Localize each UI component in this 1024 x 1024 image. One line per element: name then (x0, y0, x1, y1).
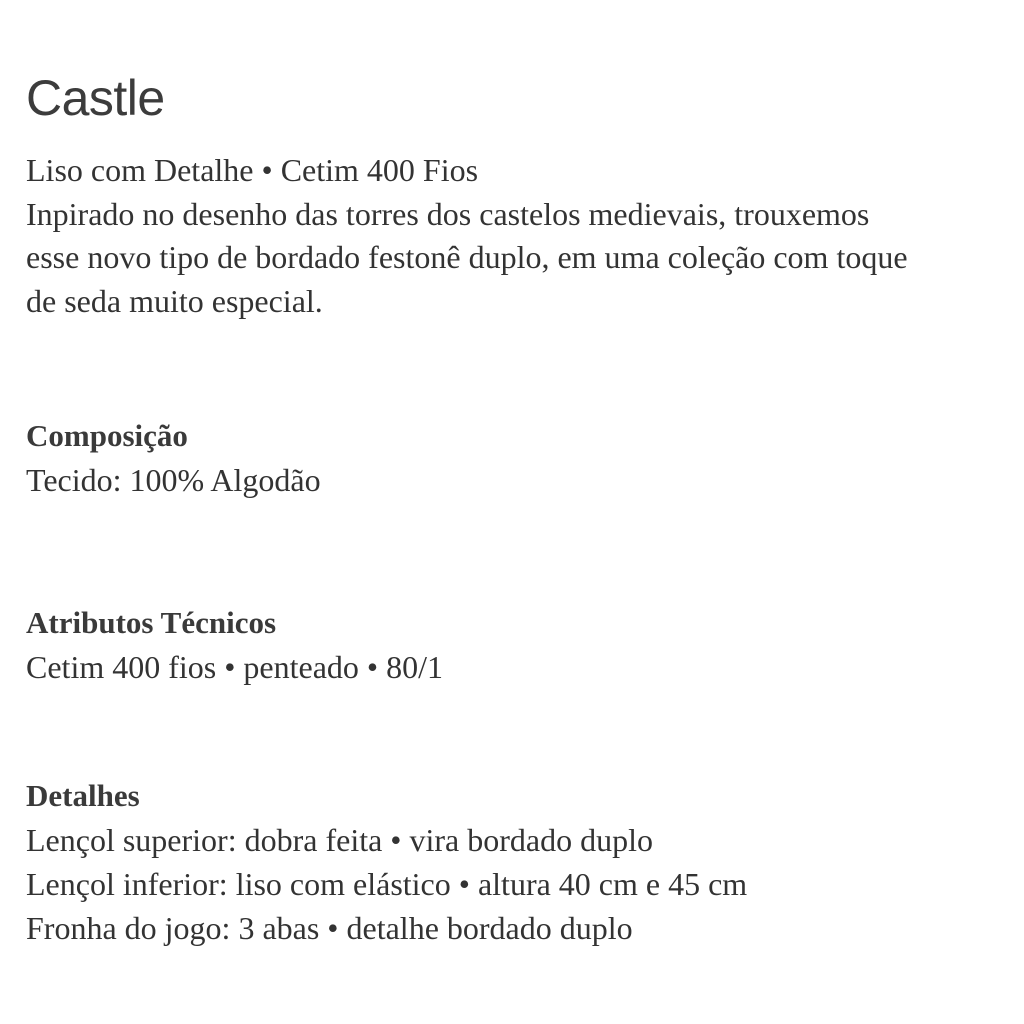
composicao-line-1: Tecido: 100% Algodão (26, 462, 321, 498)
section-detalhes (26, 774, 747, 950)
description-line-2: esse novo tipo de bordado festonê duplo, em uma coleção com toque (26, 239, 908, 275)
detalhes-line-3: Fronha do jogo: 3 abas • detalhe bordado duplo (26, 910, 633, 946)
description-line-1: Inpirado no desenho das torres dos castelos medievais, trouxemos (26, 195, 870, 232)
product-title: Castle (26, 70, 165, 126)
section-atributos-tecnicos (26, 601, 443, 689)
description-line-3: de seda muito especial. (26, 282, 323, 319)
section-heading-composicao: Composição (26, 418, 188, 453)
detalhes-line-1: Lençol superior: dobra feita • vira bordado duplo (26, 822, 653, 858)
section-composicao (26, 414, 321, 502)
product-intro (26, 149, 908, 323)
section-heading-detalhes: Detalhes (26, 778, 140, 813)
atributos-line-1: Cetim 400 fios • penteado • 80/1 (26, 649, 444, 685)
detalhes-line-2: Lençol inferior: liso com elástico • altura 40 cm e 45 cm (26, 866, 748, 902)
section-heading-atributos: Atributos Técnicos (26, 605, 277, 640)
product-subtitle: Liso com Detalhe • Cetim 400 Fios (26, 152, 479, 188)
